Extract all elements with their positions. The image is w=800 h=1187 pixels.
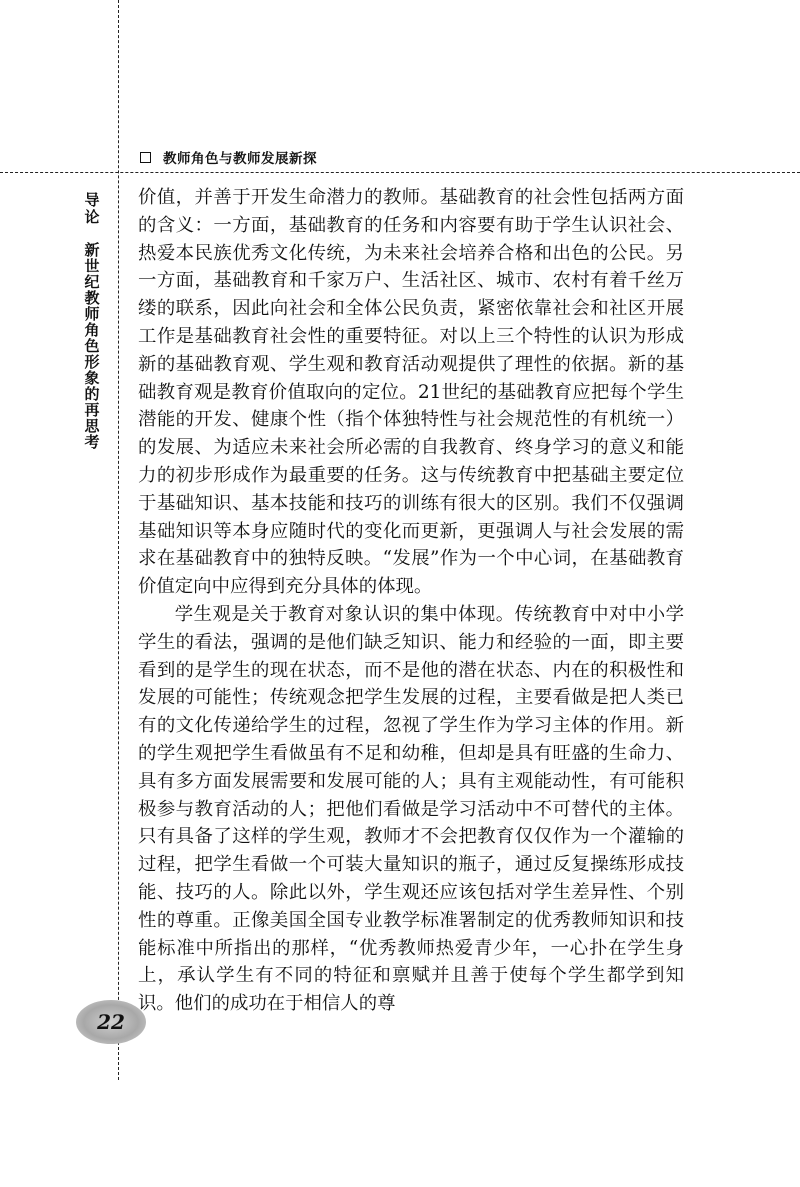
side-running-title xyxy=(76,192,106,450)
sidebar-section-label: 导论 xyxy=(82,192,101,226)
running-header xyxy=(140,146,317,168)
page-number-badge xyxy=(76,1000,146,1044)
header-square-icon xyxy=(140,152,151,163)
vertical-dashed-rule xyxy=(118,0,119,1080)
page-number: 22 xyxy=(97,1010,125,1034)
paragraph-1: 价值，并善于开发生命潜力的教师。基础教育的社会性包括两方面的含义：一方面，基础教育的任务和内容要有助于学生认识社会、热爱本民族优秀文化传统，为未来社会培养合格和出色的公民。另一方面，基础教育和千家万户、生活社区、城市、农村有着千丝万缕的联系，因此向社会和全体公民负责，紧密依靠社会和社区开展工作是基础教育社会性的重要特征。对以上三个特性的认识为形成新的基础教育观、学生观和教育活动观提供了理性的依据。新的基础教育观是教育价值取向的定位。21世纪的基础教育应把每个学生潜能的开发、健康个性（指个体独特性与社会规范性的有机统一）的发展、为适应未来社会所必需的自我教育、终身学习的意义和能力的初步形成作为最重要的任务。这与传统教育中把基础主要定位于基础知识、基本技能和技巧的训练有很大的区别。我们不仅强调基础知识等本身应随时代的变化而更新，更强调人与社会发展的需求在基础教育中的独特反映。“发展”作为一个中心词，在基础教育价值定向中应得到充分具体的体现。 xyxy=(138,187,684,598)
header-title: 教师角色与教师发展新探 xyxy=(163,151,317,167)
header-dashed-rule xyxy=(0,172,800,173)
sidebar-chapter-title: 新世纪教师角色形象的再思考 xyxy=(82,242,101,450)
paragraph-2: 学生观是关于教育对象认识的集中体现。传统教育中对中小学学生的看法，强调的是他们缺乏知识、能力和经验的一面，即主要看到的是学生的现在状态，而不是他的潜在状态、内在的积极性和发展的可能性；传统观念把学生发展的过程，主要看做是把人类已有的文化传递给学生的过程，忽视了学生作为学习主体的作用。新的学生观把学生看做虽有不足和幼稚，但却是具有旺盛的生命力、具有多方面发展需要和发展可能的人；具有主观能动性，有可能积极参与教育活动的人；把他们看做是学习活动中不可替代的主体。只有具备了这样的学生观，教师才不会把教育仅仅作为一个灌输的过程，把学生看做一个可装大量知识的瓶子，通过反复操练形成技能、技巧的人。除此以外，学生观还应该包括对学生差异性、个别性的尊重。正像美国全国专业教学标准署制定的优秀教师知识和技能标准中所指出的那样，“优秀教师热爱青少年，一心扑在学生身上，承认学生有不同的特征和禀赋并且善于使每个学生都学到知识。他们的成功在于相信人的尊 xyxy=(138,603,684,1015)
body-text xyxy=(138,184,684,1018)
